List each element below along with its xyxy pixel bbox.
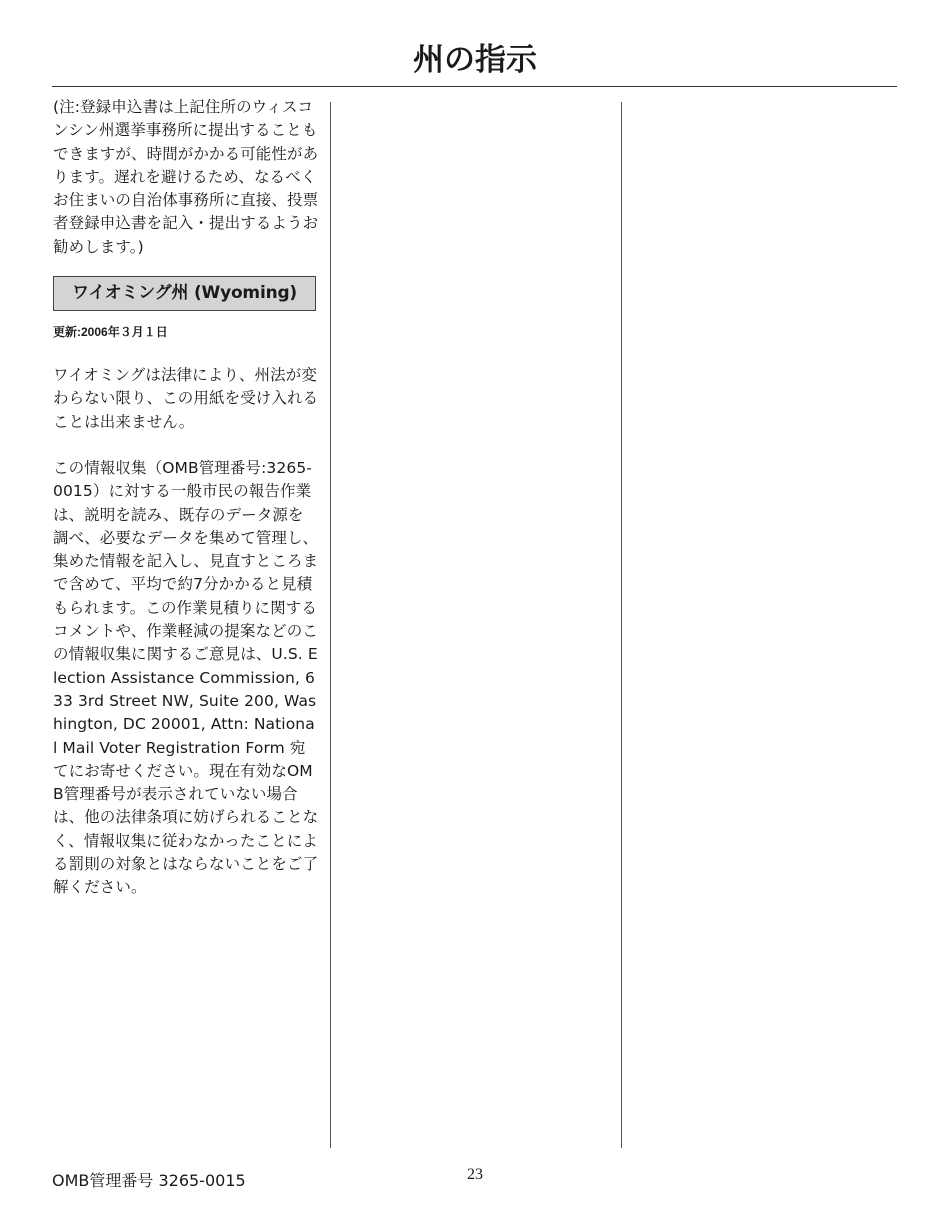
page-number: 23 [467, 1166, 483, 1183]
column-divider-left [330, 102, 331, 1148]
wyoming-law-paragraph: ワイオミングは法律により、州法が変わらない限り、この用紙を受け入れることは出来ません。 [53, 366, 319, 431]
footer-omb-number: OMB管理番号 3265-0015 [52, 1171, 246, 1190]
omb-burden-paragraph: この情報収集（OMB管理番号:3265-0015）に対する一般市民の報告作業は、説明を読み、既存のデータ源を調べ、必要なデータを集めて管理し、集めた情報を記入し、見直すところまで含めて、平均で約7分かかると見積もられます。この作業見積りに関するコメントや、作業軽減の提案などのこの情報収集に関するご意見は、U.S. Election Assistance Commission, 633 3rd Street NW, Suite 200, Washington, DC 20001, Attn: National Mail Voter Registration Form 宛てにお寄せください。現在有効なOMB管理番号が表示されていない場合は、他の法律条項に妨げられることなく、情報収集に従わなかったことによる罰則の対象とはならないことをご了解ください。 [53, 458, 319, 897]
updated-date: 更新:2006年３月１日 [53, 325, 168, 340]
column-divider-right [621, 102, 622, 1148]
state-header-wyoming: ワイオミング州 (Wyoming) [53, 276, 316, 311]
page-title: 州の指示 [413, 42, 537, 78]
wisconsin-note: (注:登録申込書は上記住所のウィスコンシン州選挙事務所に提出することもできますが、時間がかかる可能性があります。遅れを避けるため、なるべくお住まいの自治体事務所に直接、投票者登録申込書を記入・提出するようお勧めします。) [53, 98, 319, 256]
title-rule [52, 86, 897, 87]
column-1 [53, 96, 319, 900]
